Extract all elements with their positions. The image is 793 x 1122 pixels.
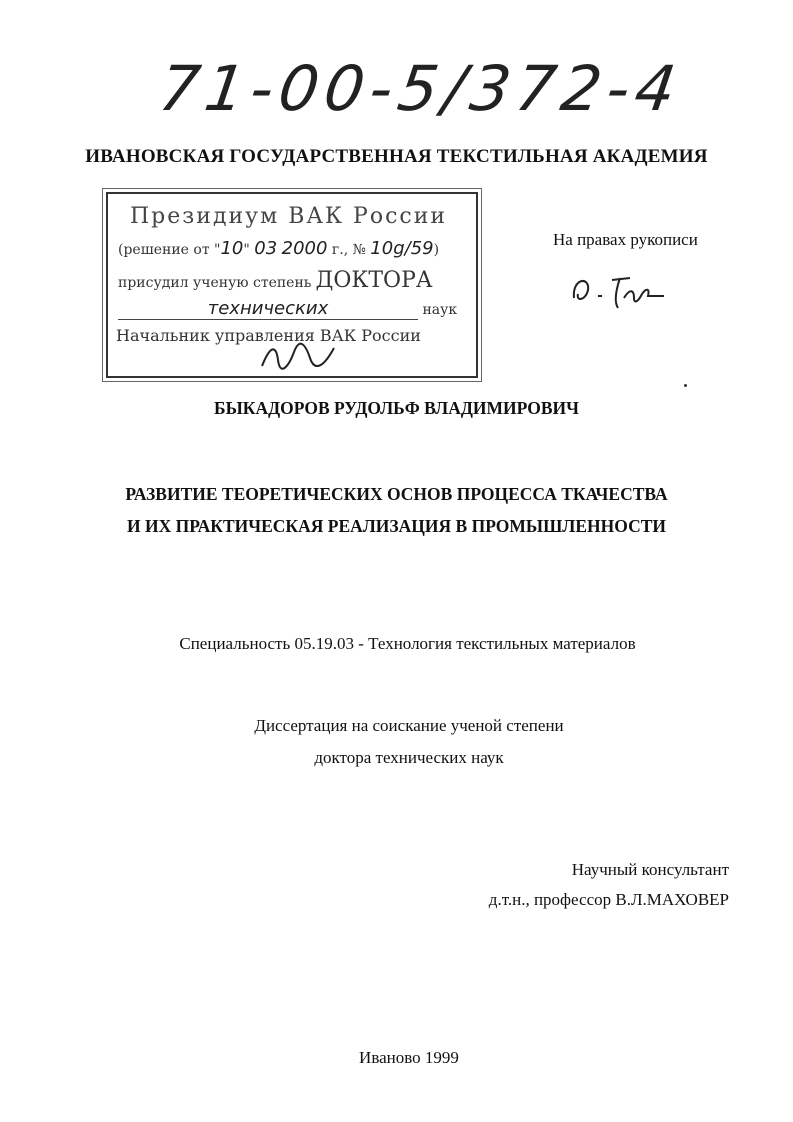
- stamp-field-line: [118, 298, 462, 320]
- stamp-title: Президиум ВАК России: [130, 204, 448, 229]
- stamp-awarded-prefix: присудил ученую степень: [118, 275, 312, 291]
- stamp-number-prefix: г., №: [331, 242, 366, 258]
- vak-stamp: [106, 192, 478, 378]
- stamp-field: технических: [118, 298, 418, 320]
- institution-name: ИВАНОВСКАЯ ГОСУДАРСТВЕННАЯ ТЕКСТИЛЬНАЯ АКАДЕМИЯ: [85, 146, 708, 167]
- scan-speck: [684, 384, 687, 387]
- dissertation-type-line-1: Диссертация на соискание ученой степени: [254, 716, 564, 735]
- author-name: БЫКАДОРОВ РУДОЛЬФ ВЛАДИМИРОВИЧ: [214, 398, 579, 418]
- specialty: Специальность 05.19.03 - Технология текстильных материалов: [179, 634, 636, 653]
- consultant-label: Научный консультант: [571, 860, 729, 879]
- consultant-name: д.т.н., профессор В.Л.МАХОВЕР: [488, 890, 729, 909]
- dissertation-type-line-2: доктора технических наук: [314, 748, 504, 767]
- dissertation-title-line-2: И ИХ ПРАКТИЧЕСКАЯ РЕАЛИЗАЦИЯ В ПРОМЫШЛЕННОСТИ: [126, 516, 666, 536]
- stamp-decision-line: (решение от "10" 03 2000 г., № 10g/59): [118, 238, 440, 259]
- stamp-signature: [258, 340, 338, 381]
- stamp-decision-prefix: (решение от ": [118, 242, 221, 258]
- manuscript-rights: На правах рукописи: [553, 230, 698, 249]
- author-signature: [568, 268, 668, 320]
- dissertation-title-line-1: РАЗВИТИЕ ТЕОРЕТИЧЕСКИХ ОСНОВ ПРОЦЕССА ТКАЧЕСТВА: [125, 484, 668, 504]
- stamp-head: Начальник управления ВАК России: [116, 326, 421, 345]
- stamp-degree: ДОКТОРА: [315, 268, 433, 293]
- place-and-year: Иваново 1999: [359, 1048, 459, 1067]
- stamp-awarded-line: [118, 268, 433, 293]
- stamp-day: 10: [220, 238, 244, 259]
- stamp-field-suffix: наук: [422, 302, 458, 318]
- stamp-year: 2000: [281, 238, 328, 259]
- handwritten-archive-number: 71-00-5/372-4: [154, 52, 687, 125]
- stamp-number: 10g/59: [370, 238, 434, 259]
- stamp-month: 03: [254, 238, 278, 259]
